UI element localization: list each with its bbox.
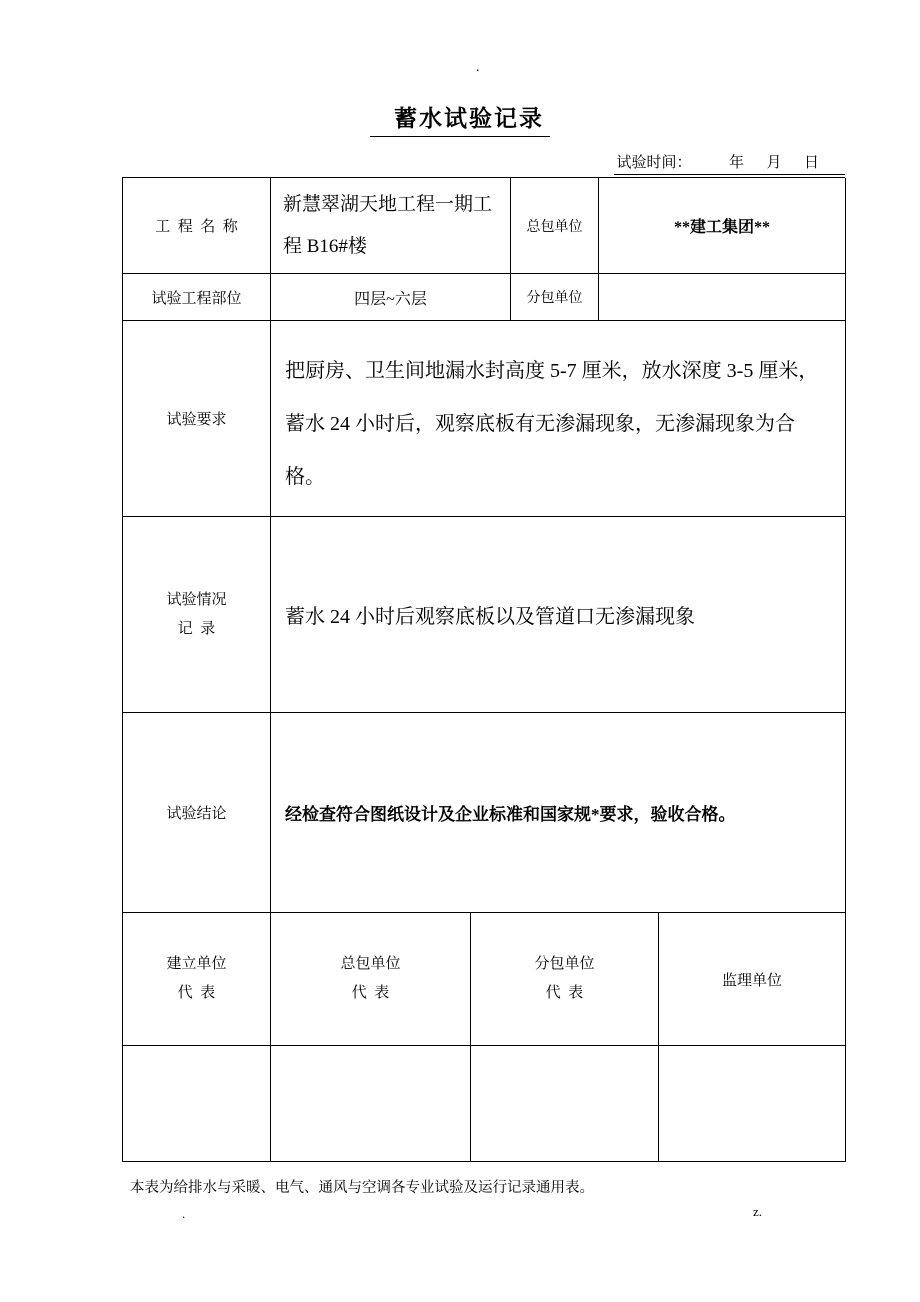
signature-col2-line2: 代 表 xyxy=(351,985,390,1001)
project-name-value-cell: 新慧翠湖天地工程一期工程 B16#楼 xyxy=(271,178,511,274)
record-label-cell xyxy=(123,517,271,713)
signature-col3-line2: 代 表 xyxy=(545,985,584,1001)
signature-col1-line2: 代 表 xyxy=(177,985,216,1001)
subcontractor-value-cell xyxy=(599,274,846,321)
conclusion-label-cell: 试验结论 xyxy=(123,713,271,913)
test-time-line: 试验时间： 年 月 日 xyxy=(614,151,845,175)
title-row xyxy=(0,0,920,137)
table-row-test-part xyxy=(123,274,845,321)
table-row-signature-blank xyxy=(123,1046,845,1162)
conclusion-value-cell: 经检查符合图纸设计及企业标准和国家规*要求，验收合格。 xyxy=(271,713,846,913)
subcontractor-label-cell: 分包单位 xyxy=(511,274,599,321)
project-name-label-cell: 工 程 名 称 xyxy=(123,178,271,274)
general-contractor-value-cell: **建工集团** xyxy=(599,178,846,274)
test-part-label-cell: 试验工程部位 xyxy=(123,274,271,321)
top-page-mark: . xyxy=(476,60,480,75)
signature-col1-blank-cell xyxy=(123,1046,271,1162)
table-row-requirement xyxy=(123,321,845,517)
record-label-line2: 记 录 xyxy=(177,620,216,637)
signature-col1-line1: 建立单位 xyxy=(166,956,227,972)
signature-col3-line1: 分包单位 xyxy=(534,956,595,972)
record-table xyxy=(122,177,845,1162)
signature-col3-header-cell xyxy=(471,913,659,1046)
requirement-label-cell: 试验要求 xyxy=(123,321,271,517)
signature-col4-blank-cell xyxy=(659,1046,846,1162)
bottom-right-mark: z. xyxy=(753,1204,763,1219)
signature-col2-header-cell xyxy=(271,913,471,1046)
signature-col4-header-cell: 监理单位 xyxy=(659,913,846,1046)
bottom-left-mark: . xyxy=(182,1206,186,1221)
table-row-record xyxy=(123,517,845,713)
table-row-project xyxy=(123,178,845,274)
test-time-row xyxy=(122,151,845,175)
signature-col3-blank-cell xyxy=(471,1046,659,1162)
table-row-conclusion xyxy=(123,713,845,913)
test-part-value-cell: 四层~六层 xyxy=(271,274,511,321)
signature-col2-line1: 总包单位 xyxy=(340,956,401,972)
requirement-value-cell: 把厨房、卫生间地漏水封高度 5-7 厘米，放水深度 3-5 厘米，蓄水 24 小时后，观察底板有无渗漏现象，无渗漏现象为合格。 xyxy=(271,321,846,517)
record-label-line1: 试验情况 xyxy=(166,591,227,608)
table-row-signature-headers xyxy=(123,913,845,1046)
record-value-cell: 蓄水 24 小时后观察底板以及管道口无渗漏现象 xyxy=(271,517,846,713)
general-contractor-label-cell: 总包单位 xyxy=(511,178,599,274)
page-title: 蓄水试验记录 xyxy=(370,100,550,137)
footer-note: 本表为给排水与采暖、电气、通风与空调各专业试验及运行记录通用表。 xyxy=(130,1180,594,1196)
signature-col1-header-cell xyxy=(123,913,271,1046)
signature-col2-blank-cell xyxy=(271,1046,471,1162)
